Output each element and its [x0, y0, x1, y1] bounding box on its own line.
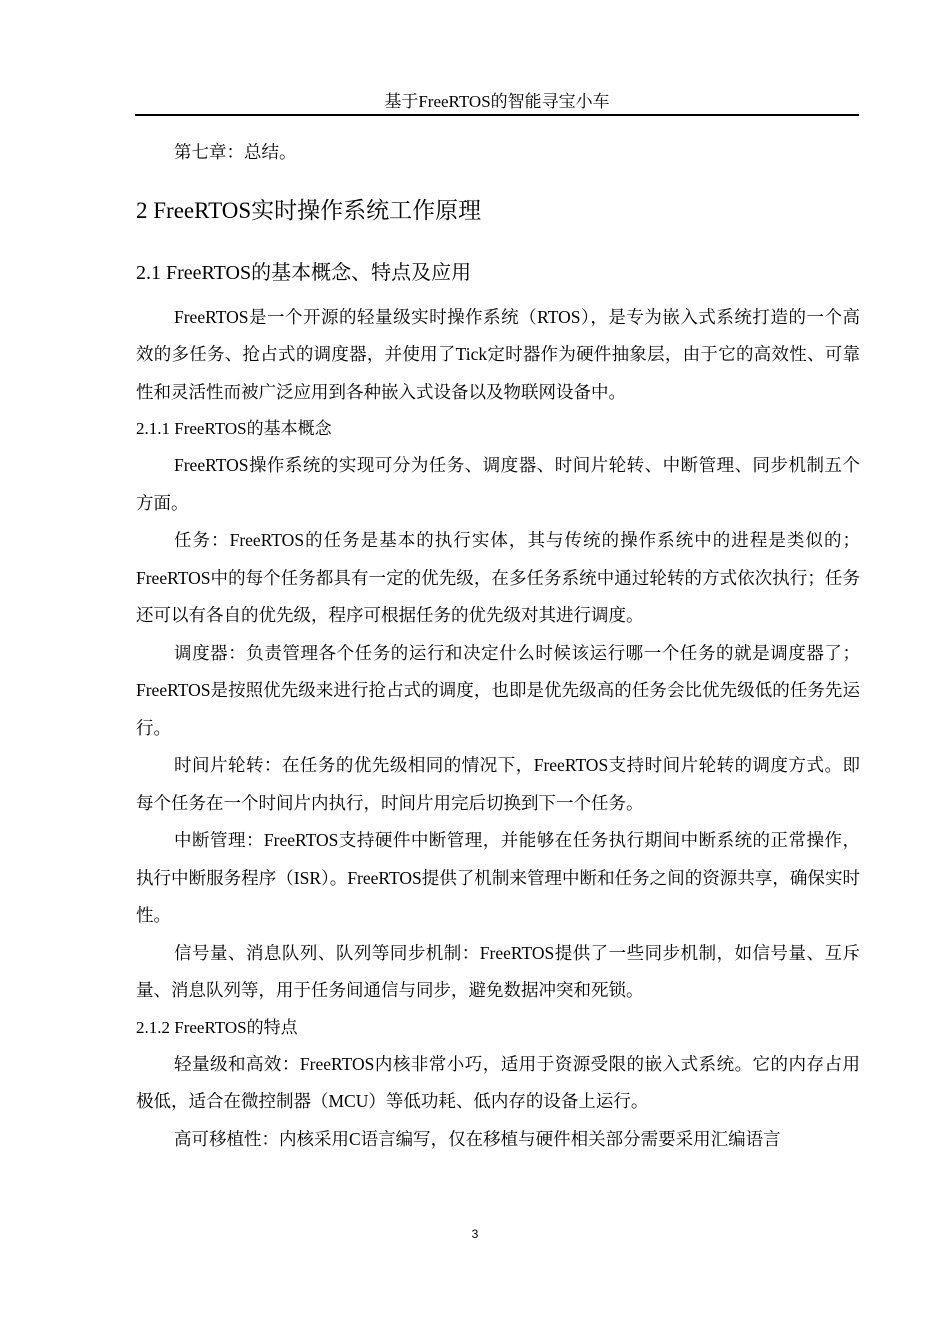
- header-divider: [135, 114, 859, 116]
- subsection-title-features: 2.1.2 FreeRTOS的特点: [136, 1017, 298, 1037]
- concept-paragraph-scheduler: 调度器：负责管理各个任务的运行和决定什么时候该运行哪一个任务的就是调度器了；FreeRTOS是按照优先级来进行抢占式的调度，也即是优先级高的任务会比优先级低的任务先运行。: [136, 642, 860, 738]
- page-body: [136, 134, 860, 1158]
- chapter-title: 2 FreeRTOS实时操作系统工作原理: [136, 197, 482, 223]
- concept-paragraph-time-slicing: 时间片轮转：在任务的优先级相同的情况下，FreeRTOS支持时间片轮转的调度方式。即每个任务在一个时间片内执行，时间片用完后切换到下一个任务。: [136, 755, 860, 813]
- concept-paragraph-overview: FreeRTOS操作系统的实现可分为任务、调度器、时间片轮转、中断管理、同步机制五个方面。: [136, 455, 860, 513]
- feature-paragraph-lightweight: 轻量级和高效：FreeRTOS内核非常小巧，适用于资源受限的嵌入式系统。它的内存占用极低，适合在微控制器（MCU）等低功耗、低内存的设备上运行。: [136, 1053, 860, 1111]
- concept-paragraph-sync: 信号量、消息队列、队列等同步机制：FreeRTOS提供了一些同步机制，如信号量、互斥量、消息队列等，用于任务间通信与同步，避免数据冲突和死锁。: [136, 942, 860, 1000]
- subsection-title-basic-concepts: 2.1.1 FreeRTOS的基本概念: [136, 419, 332, 438]
- concept-paragraph-task: 任务：FreeRTOS的任务是基本的执行实体，其与传统的操作系统中的进程是类似的；FreeRTOS中的每个任务都具有一定的优先级，在多任务系统中通过轮转的方式依次执行；任务还可以有各自的优先级，程序可根据任务的优先级对其进行调度。: [136, 530, 860, 625]
- section-title: 2.1 FreeRTOS的基本概念、特点及应用: [136, 261, 472, 284]
- section-intro-paragraph: FreeRTOS是一个开源的轻量级实时操作系统（RTOS），是专为嵌入式系统打造的一个高效的多任务、抢占式的调度器，并使用了Tick定时器作为硬件抽象层，由于它的高效性、可靠性和灵活性而被广泛应用到各种嵌入式设备以及物联网设备中。: [136, 306, 860, 402]
- intro-tail-paragraph: 第七章：总结。: [174, 142, 297, 162]
- concept-paragraph-interrupts: 中断管理：FreeRTOS支持硬件中断管理，并能够在任务执行期间中断系统的正常操作，执行中断服务程序（ISR）。FreeRTOS提供了机制来管理中断和任务之间的资源共享，确保实时性。: [136, 830, 860, 925]
- page-number: 3: [471, 1227, 479, 1241]
- running-header: 基于FreeRTOS的智能寻宝小车: [384, 92, 610, 111]
- feature-paragraph-portability: 高可移植性：内核采用C语言编写，仅在移植与硬件相关部分需要采用汇编语言: [174, 1128, 781, 1149]
